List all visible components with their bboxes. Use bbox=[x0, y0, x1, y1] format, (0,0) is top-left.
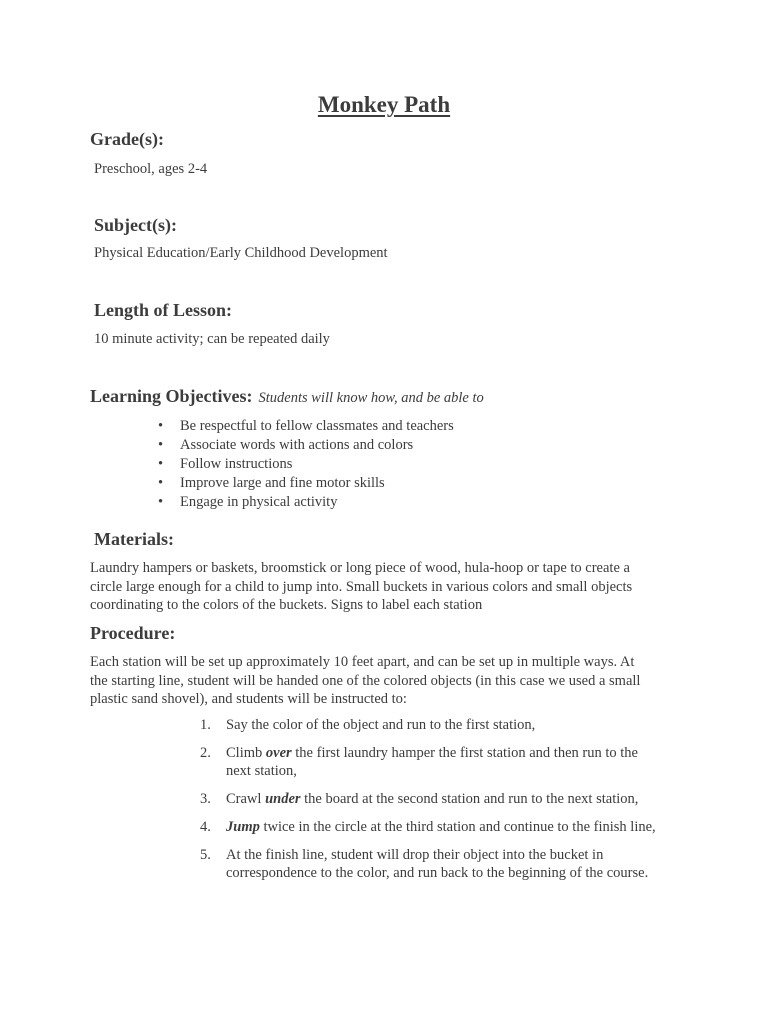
materials-heading: Materials: bbox=[94, 529, 174, 549]
bullet-icon: • bbox=[158, 436, 164, 453]
list-item: 1. Say the color of the object and run to the first station, bbox=[200, 717, 536, 733]
materials-paragraph: Laundry hampers or baskets, broomstick or long piece of wood, hula-hoop or tape to create a circle large enough for a child to jump into. Small buckets in various colors and small objects coordinating to the colors of the buckets. Signs to label each station bbox=[90, 560, 633, 613]
list-item: 5. At the finish line, student will drop their object into the bucket in correspondence to the color, and run back to the beginning of the course. bbox=[200, 847, 649, 881]
list-item: • Engage in physical activity bbox=[158, 493, 338, 510]
procedure-steps bbox=[200, 716, 656, 882]
subjects-heading: Subject(s): bbox=[94, 215, 177, 235]
procedure-heading: Procedure: bbox=[90, 623, 176, 643]
list-item: 3. Crawl under the board at the second station and run to the next station, bbox=[200, 791, 639, 807]
list-item: 4. Jump twice in the circle at the third station and continue to the finish line, bbox=[200, 819, 656, 835]
procedure-intro: Each station will be set up approximately 10 feet apart, and can be set up in multiple ways. At the starting line, student will be handed one of the colored objects (in this case we used a small plastic sand shovel), and students will be instructed to: bbox=[90, 654, 641, 707]
list-item: • Follow instructions bbox=[158, 455, 293, 472]
bullet-icon: • bbox=[158, 418, 164, 434]
length-heading: Length of Lesson: bbox=[94, 300, 233, 320]
bullet-icon: • bbox=[158, 474, 164, 491]
bullet-icon: • bbox=[158, 493, 164, 510]
document-title: Monkey Path bbox=[317, 92, 451, 117]
objectives-list bbox=[158, 417, 454, 511]
length-text: 10 minute activity; can be repeated daily bbox=[94, 331, 330, 347]
bullet-icon: • bbox=[158, 455, 164, 472]
list-item: • Be respectful to fellow classmates and teachers bbox=[158, 418, 454, 434]
objectives-subheading: Students will know how, and be able to bbox=[258, 390, 484, 406]
list-item: • Improve large and fine motor skills bbox=[158, 474, 385, 491]
subjects-text: Physical Education/Early Childhood Development bbox=[94, 245, 388, 261]
grades-text: Preschool, ages 2-4 bbox=[94, 161, 208, 177]
grades-heading: Grade(s): bbox=[90, 129, 164, 149]
list-item: 2. Climb over the first laundry hamper the first station and then run to the next station, bbox=[200, 745, 638, 779]
objectives-heading: Learning Objectives: bbox=[90, 386, 253, 406]
list-item: • Associate words with actions and colors bbox=[158, 436, 414, 453]
objectives-heading-row bbox=[90, 386, 484, 407]
